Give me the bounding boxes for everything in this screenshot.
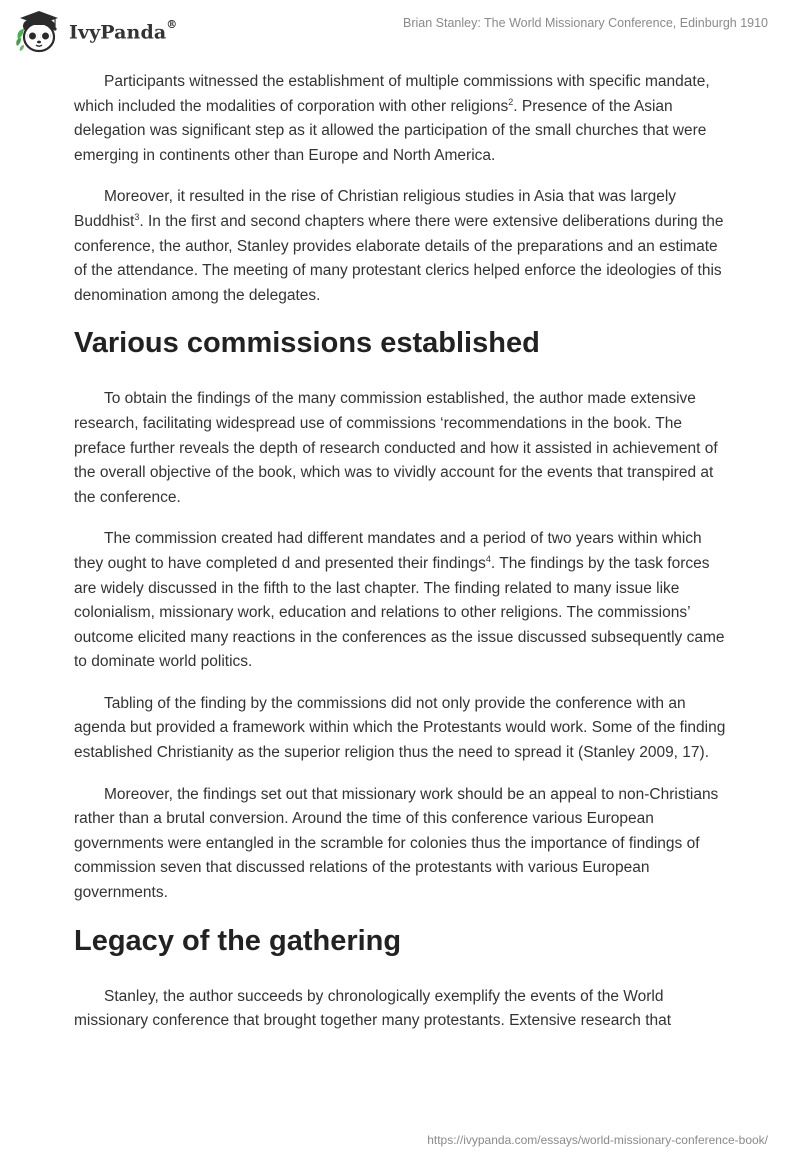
paragraph: Stanley, the author succeeds by chronologically exemplify the events of the World missionary conference that brought together many protestants. Extensive research that bbox=[74, 987, 672, 1030]
paragraph: Tabling of the finding by the commissions did not only provide the conference with an agenda but provided a framework within which the Protestants would work. Some of the finding established Christianity as the superior religion thus the need to spread it (Stanley 2009, 17). bbox=[74, 694, 726, 762]
section-heading: Legacy of the gathering bbox=[74, 924, 402, 957]
page-header bbox=[0, 0, 800, 64]
document-title: Brian Stanley: The World Missionary Conference, Edinburgh 1910 bbox=[402, 16, 768, 30]
paragraph: Participants witnessed the establishment of multiple commissions with specific mandate, which included the modalities of corporation with other religions$^2$. Presence of the Asian delegation was significant step as it allowed the participation of the small churches that were emerging in continents other than Europe and North America. bbox=[74, 73, 710, 164]
panda-graduate-icon bbox=[14, 9, 64, 55]
footnote-ref[interactable]: 2 bbox=[508, 96, 514, 107]
footnote-ref[interactable]: 4 bbox=[485, 553, 491, 564]
paragraph: Moreover, the findings set out that missionary work should be an appeal to non-Christians rather than a brutal conversion. Around the time of this conference various European governments were entangled in the scramble for colonies thus the importance of findings of commission seven that discussed relations of the protestants with various European governments. bbox=[74, 785, 719, 902]
ivypanda-logo[interactable] bbox=[14, 9, 177, 55]
registered-mark: ® bbox=[166, 17, 178, 31]
paragraph: Moreover, it resulted in the rise of Christian religious studies in Asia that was largely Buddhist$^3$. In the first and second chapters where there were extensive deliberations during the conference, the author, Stanley provides elaborate details of the preparations and an estimate of the attendance. The meeting of many protestant clerics helped enforce the ideologies of this denomination among the delegates. bbox=[74, 188, 724, 304]
section-heading: Various commissions established bbox=[74, 327, 540, 360]
essay-body bbox=[74, 70, 734, 1051]
paragraph: To obtain the findings of the many commission established, the author made extensive research, facilitating widespread use of commissions ‘recommendations in the book. The preface further reveals the depth of research conducted and how it assisted in achievement of the overall objective of the book, which was to vividly account for the events that transpired at the conference. bbox=[74, 390, 718, 506]
logo-wordmark: IvyPanda® bbox=[69, 17, 178, 44]
source-url-link[interactable]: https://ivypanda.com/essays/world-missionary-conference-book/ bbox=[427, 1133, 768, 1147]
paragraph: The commission created had different mandates and a period of two years within which they ought to have completed d and presented their findings$^4$. The findings by the task forces are widely discussed in the fifth to the last chapter. The finding related to many issue like colonialism, missionary work, education and relations to other religions. The commissions’ outcome elicited many reactions in the conferences as the issue discussed subsequently came to dominate world politics. bbox=[74, 530, 725, 671]
footnote-ref[interactable]: 3 bbox=[134, 211, 140, 222]
